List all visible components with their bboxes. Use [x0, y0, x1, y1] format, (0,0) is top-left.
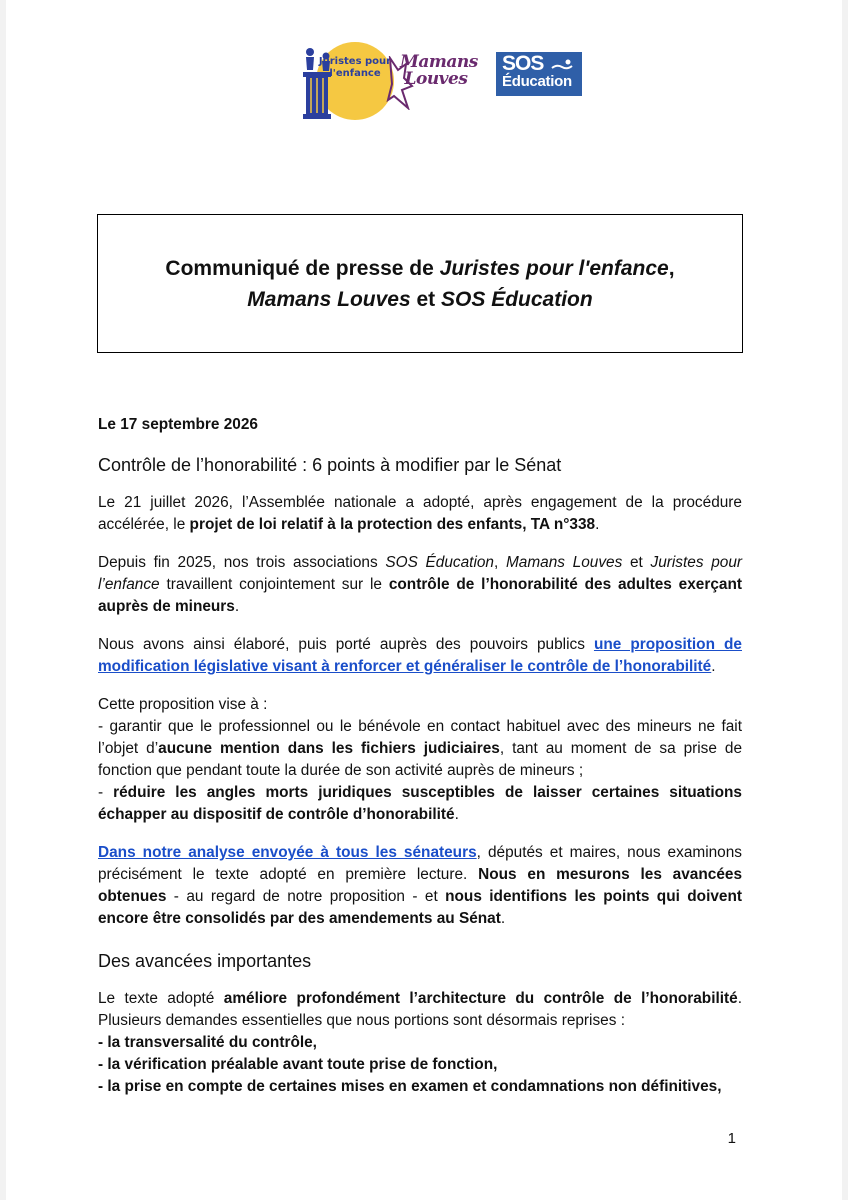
paragraph [98, 842, 742, 930]
text: . [500, 910, 506, 927]
bold-text: nous identifions les points qui doivent encore être consolidés par des amendements au Sénat [98, 888, 743, 927]
italic-text: Juristes pour l’enfance [98, 554, 743, 593]
section-heading: Contrôle de l’honorabilité : 6 points à modifier par le Sénat [98, 455, 562, 475]
mamans-louves-logo [386, 44, 478, 120]
logo-text-top: SOS [502, 52, 544, 75]
swimmer-icon [548, 58, 576, 72]
paragraph [98, 694, 742, 826]
juristes-pour-lenfance-logo [300, 40, 390, 120]
partner-logos [238, 18, 630, 134]
text: Depuis fin 2025, nos trois associations [98, 554, 386, 571]
title-part: Communiqué de presse de [165, 256, 440, 280]
paragraph [98, 634, 742, 678]
text: - [98, 784, 114, 801]
title-org: SOS Éducation [441, 287, 593, 311]
bold-text: améliore profondément l’architecture du contrôle de l’honorabilité [223, 990, 738, 1007]
text: . [234, 598, 240, 615]
text: , [494, 554, 506, 571]
bold-text: aucune mention dans les fichiers judiciaires [158, 740, 500, 757]
bold-text: réduire les angles morts juridiques susceptibles de laisser certaines situations échapper au dispositif de contrôle d’honorabilité [98, 784, 742, 823]
text: travaillent conjointement sur le [159, 576, 389, 593]
title-box [97, 214, 743, 353]
release-date: Le 17 septembre 2026 [98, 416, 258, 433]
title-org: Juristes pour l'enfance [439, 256, 669, 280]
list-item: - la transversalité du contrôle, [98, 1034, 317, 1051]
text: Nous avons ainsi élaboré, puis porté auprès des pouvoirs publics [98, 636, 594, 653]
paragraph [98, 492, 742, 536]
text: . Plusieurs demandes essentielles que nous portions sont désormais reprises : [98, 990, 743, 1029]
page-number: 1 [727, 1130, 736, 1147]
bold-text: Nous en mesurons les avancées obtenues [98, 866, 743, 905]
text: Cette proposition vise à : [98, 696, 268, 713]
text: . [454, 806, 459, 823]
sos-education-logo [496, 52, 582, 96]
list-item: - la prise en compte de certaines mises en examen et condamnations non définitives, [98, 1078, 722, 1095]
text: et [622, 554, 651, 571]
logo-text: Mamans Louves [400, 52, 478, 89]
italic-text: Mamans Louves [505, 554, 623, 571]
page-title [140, 253, 700, 315]
title-part: , [668, 256, 675, 280]
title-part: et [410, 287, 442, 311]
document-page [6, 0, 842, 1200]
bold-text: contrôle de l’honorabilité des adultes exerçant auprès de mineurs [98, 576, 742, 615]
paragraph [98, 552, 742, 618]
section-heading: Des avancées importantes [98, 951, 312, 971]
text: . [595, 516, 600, 533]
advances-list [98, 1032, 742, 1098]
bold-text: projet de loi relatif à la protection des enfants, TA n°338 [189, 516, 596, 533]
proposal-link[interactable]: une proposition de modification législative visant à renforcer et généraliser le contrôle de l’honorabilité [98, 636, 742, 675]
text: - garantir que le professionnel ou le bénévole en contact habituel avec des mineurs ne fait l’objet d’ [98, 718, 742, 757]
logo-text: Juristes pour l'enfance [318, 56, 392, 79]
text: , députés et maires, nous examinons précisément le texte adopté en première lecture. [98, 844, 742, 883]
title-org: Mamans Louves [247, 287, 411, 311]
paragraph [98, 988, 742, 1032]
text: Le 21 juillet 2026, l’Assemblée nationale a adopté, après engagement de la procédure accélérée, le [98, 494, 742, 533]
text: - au regard de notre proposition - et [166, 888, 446, 905]
text: , tant au moment de sa prise de fonction que pendant toute la durée de son activité auprès de mineurs ; [98, 740, 743, 779]
analysis-link[interactable]: Dans notre analyse envoyée à tous les sénateurs [98, 844, 477, 861]
italic-text: SOS Éducation [385, 554, 494, 571]
text: Le texte adopté [98, 990, 224, 1007]
text: . [711, 658, 716, 675]
logo-text-bottom: Éducation [502, 73, 572, 90]
list-item: - la vérification préalable avant toute prise de fonction, [98, 1056, 498, 1073]
press-release-body [98, 414, 742, 1098]
